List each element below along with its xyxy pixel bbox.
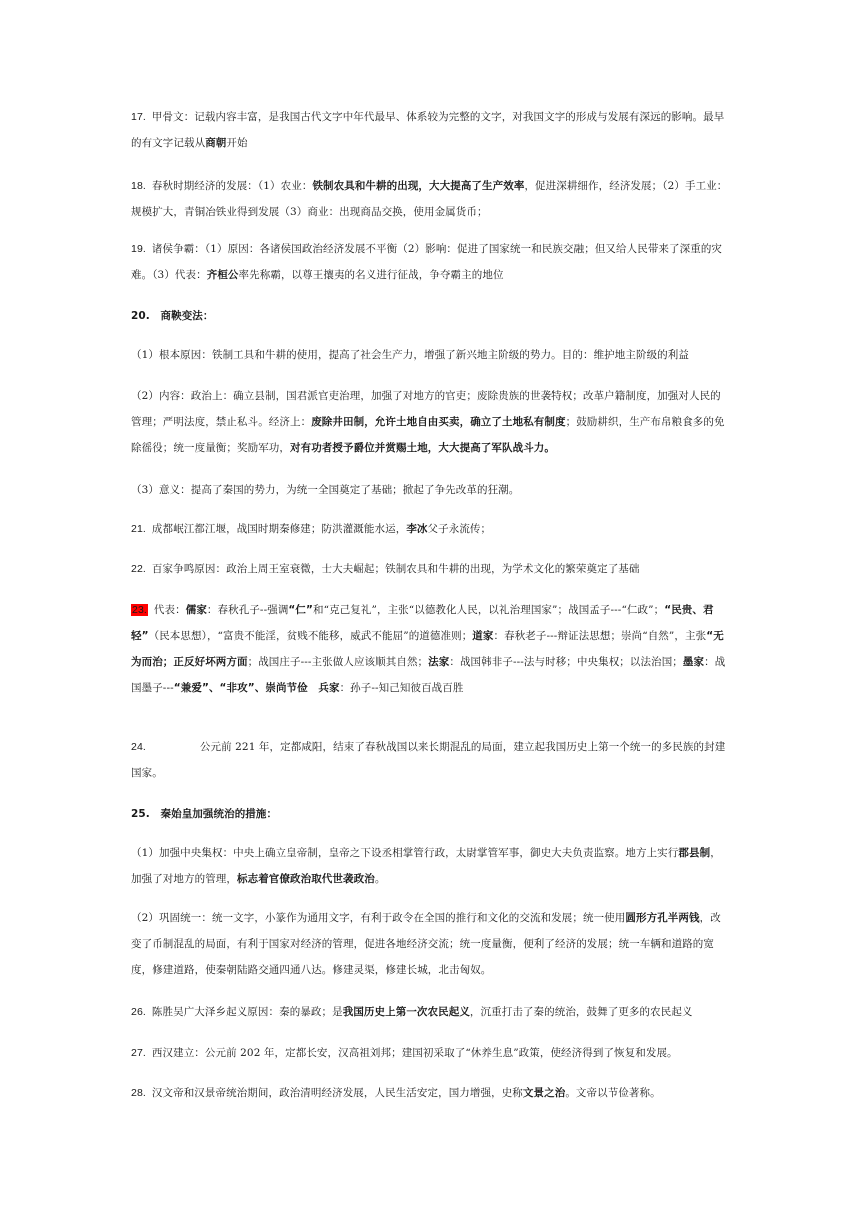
bold-text: “民贵、君轻” <box>131 604 714 642</box>
item-17 <box>131 104 731 156</box>
bold-text: 兵家 <box>318 682 340 694</box>
item-text: ，加强了对地方的管理， <box>131 847 721 885</box>
item-text: 汉文帝和汉景帝统治期间，政治清明经济发展，人民生活安定，国力增强，史称 <box>151 1087 523 1099</box>
section-heading-25: 25. 秦始皇加强统治的措施： <box>131 808 278 820</box>
item-28 <box>131 1080 731 1106</box>
item-text: ，改变了币制混乱的局面，有利于国家对经济的管理，促进各地经济交流；统一度量衡，便利了经济的发展；统一车辆和道路的宽度，修建道路，使秦朝陆路交通四通八达。修建灵渠，修建长城，北击匈奴。 <box>131 912 721 976</box>
item-25-centralization <box>131 840 731 892</box>
item-23 <box>131 597 731 701</box>
item-text: 成都岷江都江堰，战国时期秦修建；防洪灌溉能水运， <box>151 523 407 535</box>
item-text: 和“克己复礼”，主张“以德教化人民，以礼治理国家”；战国孟子---“仁政”； <box>313 604 665 616</box>
item-text: （2）巩固统一：统一文字，小篆作为通用文字，有利于政令在全国的推行和文化的交流和发展；统一使用 <box>131 912 626 924</box>
item-number: 24. <box>131 741 146 753</box>
item-24 <box>131 734 731 786</box>
item-text: 父子永流传； <box>427 523 492 535</box>
item-text: ：春秋老子---辩证法思想；崇尚“自然”，主张 <box>493 630 707 642</box>
item-text: 开始 <box>226 137 248 149</box>
bold-text: 标志着官僚政治取代世袭政治 <box>237 873 375 885</box>
item-text: ：孙子--知己知彼百战百胜 <box>339 682 464 694</box>
item-text: ：战国韩非子---法与时移；中央集权；以法治国； <box>449 656 683 668</box>
item-text: （民本思想），“富贵不能淫，贫贱不能移，威武不能屈”的道德准则； <box>148 630 473 642</box>
bold-text: 墨家 <box>682 656 705 668</box>
item-text: 。文帝以节俭著称。 <box>565 1087 661 1099</box>
item-20-cause: （1）根本原因：铁制工具和牛耕的使用，提高了社会生产力，增强了新兴地主阶级的势力。目的：维护地主阶级的利益 <box>131 349 689 361</box>
bold-text: 李冰 <box>406 523 428 535</box>
bold-text: 文景之治 <box>522 1087 566 1099</box>
item-text: ，沉重打击了秦的统治，鼓舞了更多的农民起义 <box>469 1006 693 1018</box>
item-text: 甲骨文：记载内容丰富，是我国古代文字中年代最早、体系较为完整的文字，对我国文字的形成与发展有深远的影响。最早的有文字记载从 <box>131 111 725 149</box>
item-text: 公元前 221 年，定都咸阳，结束了春秋战国以来长期混乱的局面，建立起我国历史上第一个统一的多民族的封建国家。 <box>131 741 726 779</box>
item-text: ；鼓励耕织，生产布帛粮食多的免除徭役；统一度量衡；奖励军功， <box>131 416 725 454</box>
item-text <box>308 682 319 694</box>
section-heading-20: 20. 商鞅变法： <box>131 310 214 322</box>
bold-text: 齐桓公 <box>206 269 239 281</box>
bold-text: 法家 <box>428 656 450 668</box>
item-number: 27. <box>131 1047 146 1059</box>
item-text: （1）加强中央集权：中央上确立皇帝制，皇帝之下设丞相掌管行政，太尉掌管军事，御史大夫负责监察。地方上实行 <box>131 847 679 859</box>
bold-text: 我国历史上第一次农民起义 <box>342 1006 470 1018</box>
item-text: ；战国庄子---主张做人应该顺其自然； <box>247 656 429 668</box>
item-text: ：春秋孔子--强调 <box>206 604 289 616</box>
item-text: ，促进深耕细作，经济发展；（2）手工业：规模扩大，青铜冶铁业得到发展（3）商业：出现商品交换，使用金属货币； <box>131 180 728 218</box>
item-18 <box>131 173 731 225</box>
item-20-significance: （3）意义：提高了秦国的势力，为统一全国奠定了基础；掀起了争先改革的狂潮。 <box>131 484 520 496</box>
item-number: 28. <box>131 1087 146 1099</box>
item-number: 18. <box>131 180 146 192</box>
bold-text: 铁制农具和牛耕的出现，大大提高了生产效率 <box>312 180 525 192</box>
item-22 <box>131 556 731 582</box>
item-19 <box>131 236 731 288</box>
item-text: （2）内容：政治上：确立县制，国君派官吏治理，加强了对地方的官吏；废除贵族的世袭特权；改革户籍制度，加强对人民的管理；严明法度，禁止私斗。经济上： <box>131 390 721 428</box>
item-25-unification <box>131 905 731 983</box>
item-21 <box>131 516 731 542</box>
item-27 <box>131 1040 731 1066</box>
item-text: 陈胜吴广大泽乡起义原因：秦的暴政；是 <box>151 1006 343 1018</box>
bold-text: 圆形方孔半两钱 <box>625 912 700 924</box>
item-text: 。 <box>374 873 386 885</box>
item-number: 17. <box>131 111 146 123</box>
item-number: 21. <box>131 523 146 535</box>
bold-text: 儒家 <box>185 604 207 616</box>
bold-text: 道家 <box>472 630 494 642</box>
bold-text: “无为而治；正反好坏两方面 <box>131 630 724 668</box>
item-text: ：战国墨子--- <box>131 656 726 694</box>
item-number: 22. <box>131 563 146 575</box>
item-text: 西汉建立：公元前 202 年，定都长安，汉高祖刘邦；建国初采取了“休养生息”政策，使经济得到了恢复和发展。 <box>151 1047 678 1059</box>
item-text: 率先称霸，以尊王攘夷的名义进行征战，争夺霸主的地位 <box>238 269 504 281</box>
item-26 <box>131 999 731 1025</box>
bold-text: “仁” <box>288 604 314 616</box>
item-number: 26. <box>131 1006 146 1018</box>
bold-text: 郡县制 <box>678 847 711 859</box>
item-text: 百家争鸣原因：政治上周王室衰微，士大夫崛起；铁制农具和牛耕的出现，为学术文化的繁荣奠定了基础 <box>151 563 640 575</box>
bold-text: 废除井田制，允许土地自由买卖，确立了土地私有制度 <box>311 416 566 428</box>
highlight-marker: 23. <box>132 604 147 616</box>
item-text: 诸侯争霸：（1）原因：各诸侯国政治经济发展不平衡（2）影响：促进了国家统一和民族交融；但又给人民带来了深重的灾难。（3）代表： <box>131 243 723 281</box>
bold-text: 商朝 <box>205 137 227 149</box>
item-number: 19. <box>131 243 146 255</box>
item-20-content <box>131 383 731 461</box>
item-text: 春秋时期经济的发展：（1）农业： <box>151 180 313 192</box>
bold-text: “兼爱”、“非攻”、崇尚节俭 <box>173 682 308 694</box>
bold-text: 对有功者授予爵位并赏赐土地，大大提高了军队战斗力。 <box>290 442 555 454</box>
item-text: 代表： <box>153 604 186 616</box>
